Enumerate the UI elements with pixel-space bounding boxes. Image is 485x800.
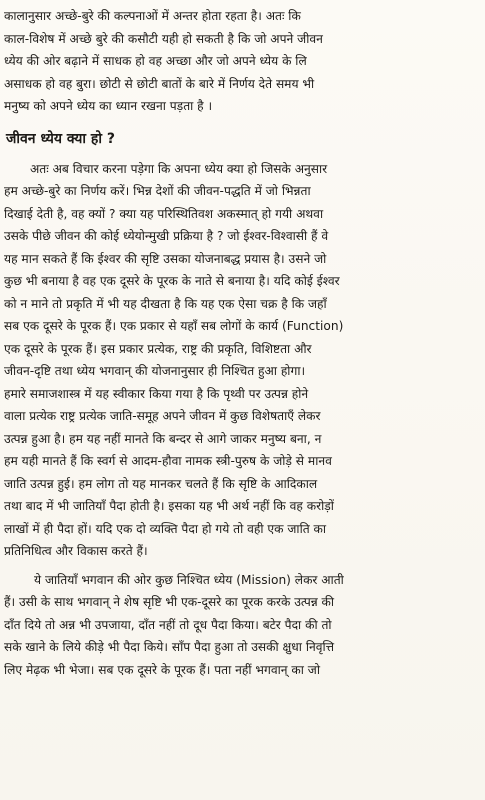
text-line: वाला प्रत्येक राष्ट्र प्रत्येक जाति-समूह अपने जीवन में कुछ विशेषताएँ लेकर — [4, 409, 321, 423]
text-line: हम यही मानते हैं कि स्वर्ग से आदम-हौवा नामक स्त्री-पुरुष के जोड़े से मानव — [4, 454, 332, 468]
text-line: हैं। उसी के साथ भगवान् ने शेष सृष्टि भी एक-दूसरे का पूरक करके उत्पन्न की — [4, 595, 335, 609]
text-line: ध्येय की ओर बढ़ाने में साधक हो वह अच्छा और जो अपने ध्येय के लि — [4, 54, 307, 68]
text-line: उत्पन्न हुआ है। हम यह नहीं मानते कि बन्दर से आगे जाकर मनुष्य बना, न — [4, 431, 322, 446]
text-line: सके खाने के लिये कीड़े भी पैदा किये। साँप पैदा हुआ तो उसकी क्षुधा निवृत्ति — [4, 640, 335, 654]
text-line: को न माने तो प्रकृति में भी यह दीखता है कि यह एक ऐसा चक्र है कि जहाँ — [4, 296, 327, 311]
text-line: कुछ भी बनाया है वह एक दूसरे के पूरक के नाते से बनाया है। यदि कोई ईश्वर — [4, 274, 340, 288]
text-line: जीवन-दृष्टि तथा ध्येय भगवान् की योजनानुसार ही निश्चित हुआ होगा। — [4, 364, 306, 378]
text-line: कालानुसार अच्छे-बुरे की कल्पनाओं में अन्तर होता रहता है। अतः कि — [4, 9, 301, 23]
text-line: जाति उत्पन्न हुई। हम लोग तो यह मानकर चलते हैं कि सृष्टि के आदिकाल — [4, 476, 318, 491]
text-line: सब एक दूसरे के पूरक हैं। एक प्रकार से यहाँ सब लोगों के कार्य (Function) — [4, 319, 344, 333]
text-line: मनुष्य को अपने ध्येय का ध्यान रखना पड़ता है । — [4, 99, 213, 113]
intro-paragraph — [4, 5, 477, 118]
text-line: ये जातियाँ भगवान की ओर कुछ निश्चित ध्येय (Mission) लेकर आती — [34, 572, 344, 587]
text-line: हम अच्छे-बुरे का निर्णय करें। भिन्न देशों की जीवन-पद्धति में जो भिन्नता — [4, 184, 311, 198]
text-line: असाधक हो वह बुरा। छोटी से छोटी बातों के बारे में निर्णय देते समय भी — [4, 76, 315, 91]
text-line: प्रतिनिधित्व और विकास करते हैं। — [4, 544, 148, 558]
text-line: तथा बाद में भी जातियाँ पैदा होती है। इसका यह भी अर्थ नहीं कि वह करोड़ों — [4, 499, 334, 513]
last-paragraph — [4, 569, 477, 682]
text-line: एक दूसरे के पूरक हैं। इस प्रकार प्रत्येक, राष्ट्र की प्रकृति, विशिष्टता और — [4, 341, 312, 356]
text-line: लाखों में ही पैदा हों। यदि एक दो व्यक्ति पैदा हो गये तो वही एक जाति का — [4, 521, 327, 536]
body-paragraph — [4, 158, 477, 563]
text-line: दिखाई देती है, वह क्यों ? क्या यह परिस्थितिवश अकस्मात् हो गयी अथवा — [4, 206, 324, 221]
text-line: लिए मेढ़क भी भेजा। सब एक दूसरे के पूरक हैं। पता नहीं भगवान् का जो — [4, 662, 320, 677]
text-line: उसके पीछे जीवन की कोई ध्येयोन्मुखी प्रक्रिया है ? जो ईश्वर-विश्वासी हैं वे — [4, 229, 329, 243]
text-line: यह मान सकते हैं कि ईश्वर की सृष्टि उसका योजनाबद्ध प्रयास है। उसने जो — [4, 251, 327, 266]
text-line: काल-विशेष में अच्छे बुरे की कसौटी यही हो सकती है कि जो अपने जीवन — [4, 31, 323, 46]
text-line: दाँत दिये तो अन्न भी उपजाया, दाँत नहीं तो दूध पैदा किया। बटेर पैदा की तो — [4, 617, 332, 632]
text-line: अतः अब विचार करना पड़ेगा कि अपना ध्येय क्या हो जिसके अनुसार — [30, 161, 328, 176]
text-line: हमारे समाजशास्त्र में यह स्वीकार किया गया है कि पृथ्वी पर उत्पन्न होने — [4, 386, 309, 401]
section-heading: जीवन ध्येय क्या हो ? — [6, 130, 115, 147]
